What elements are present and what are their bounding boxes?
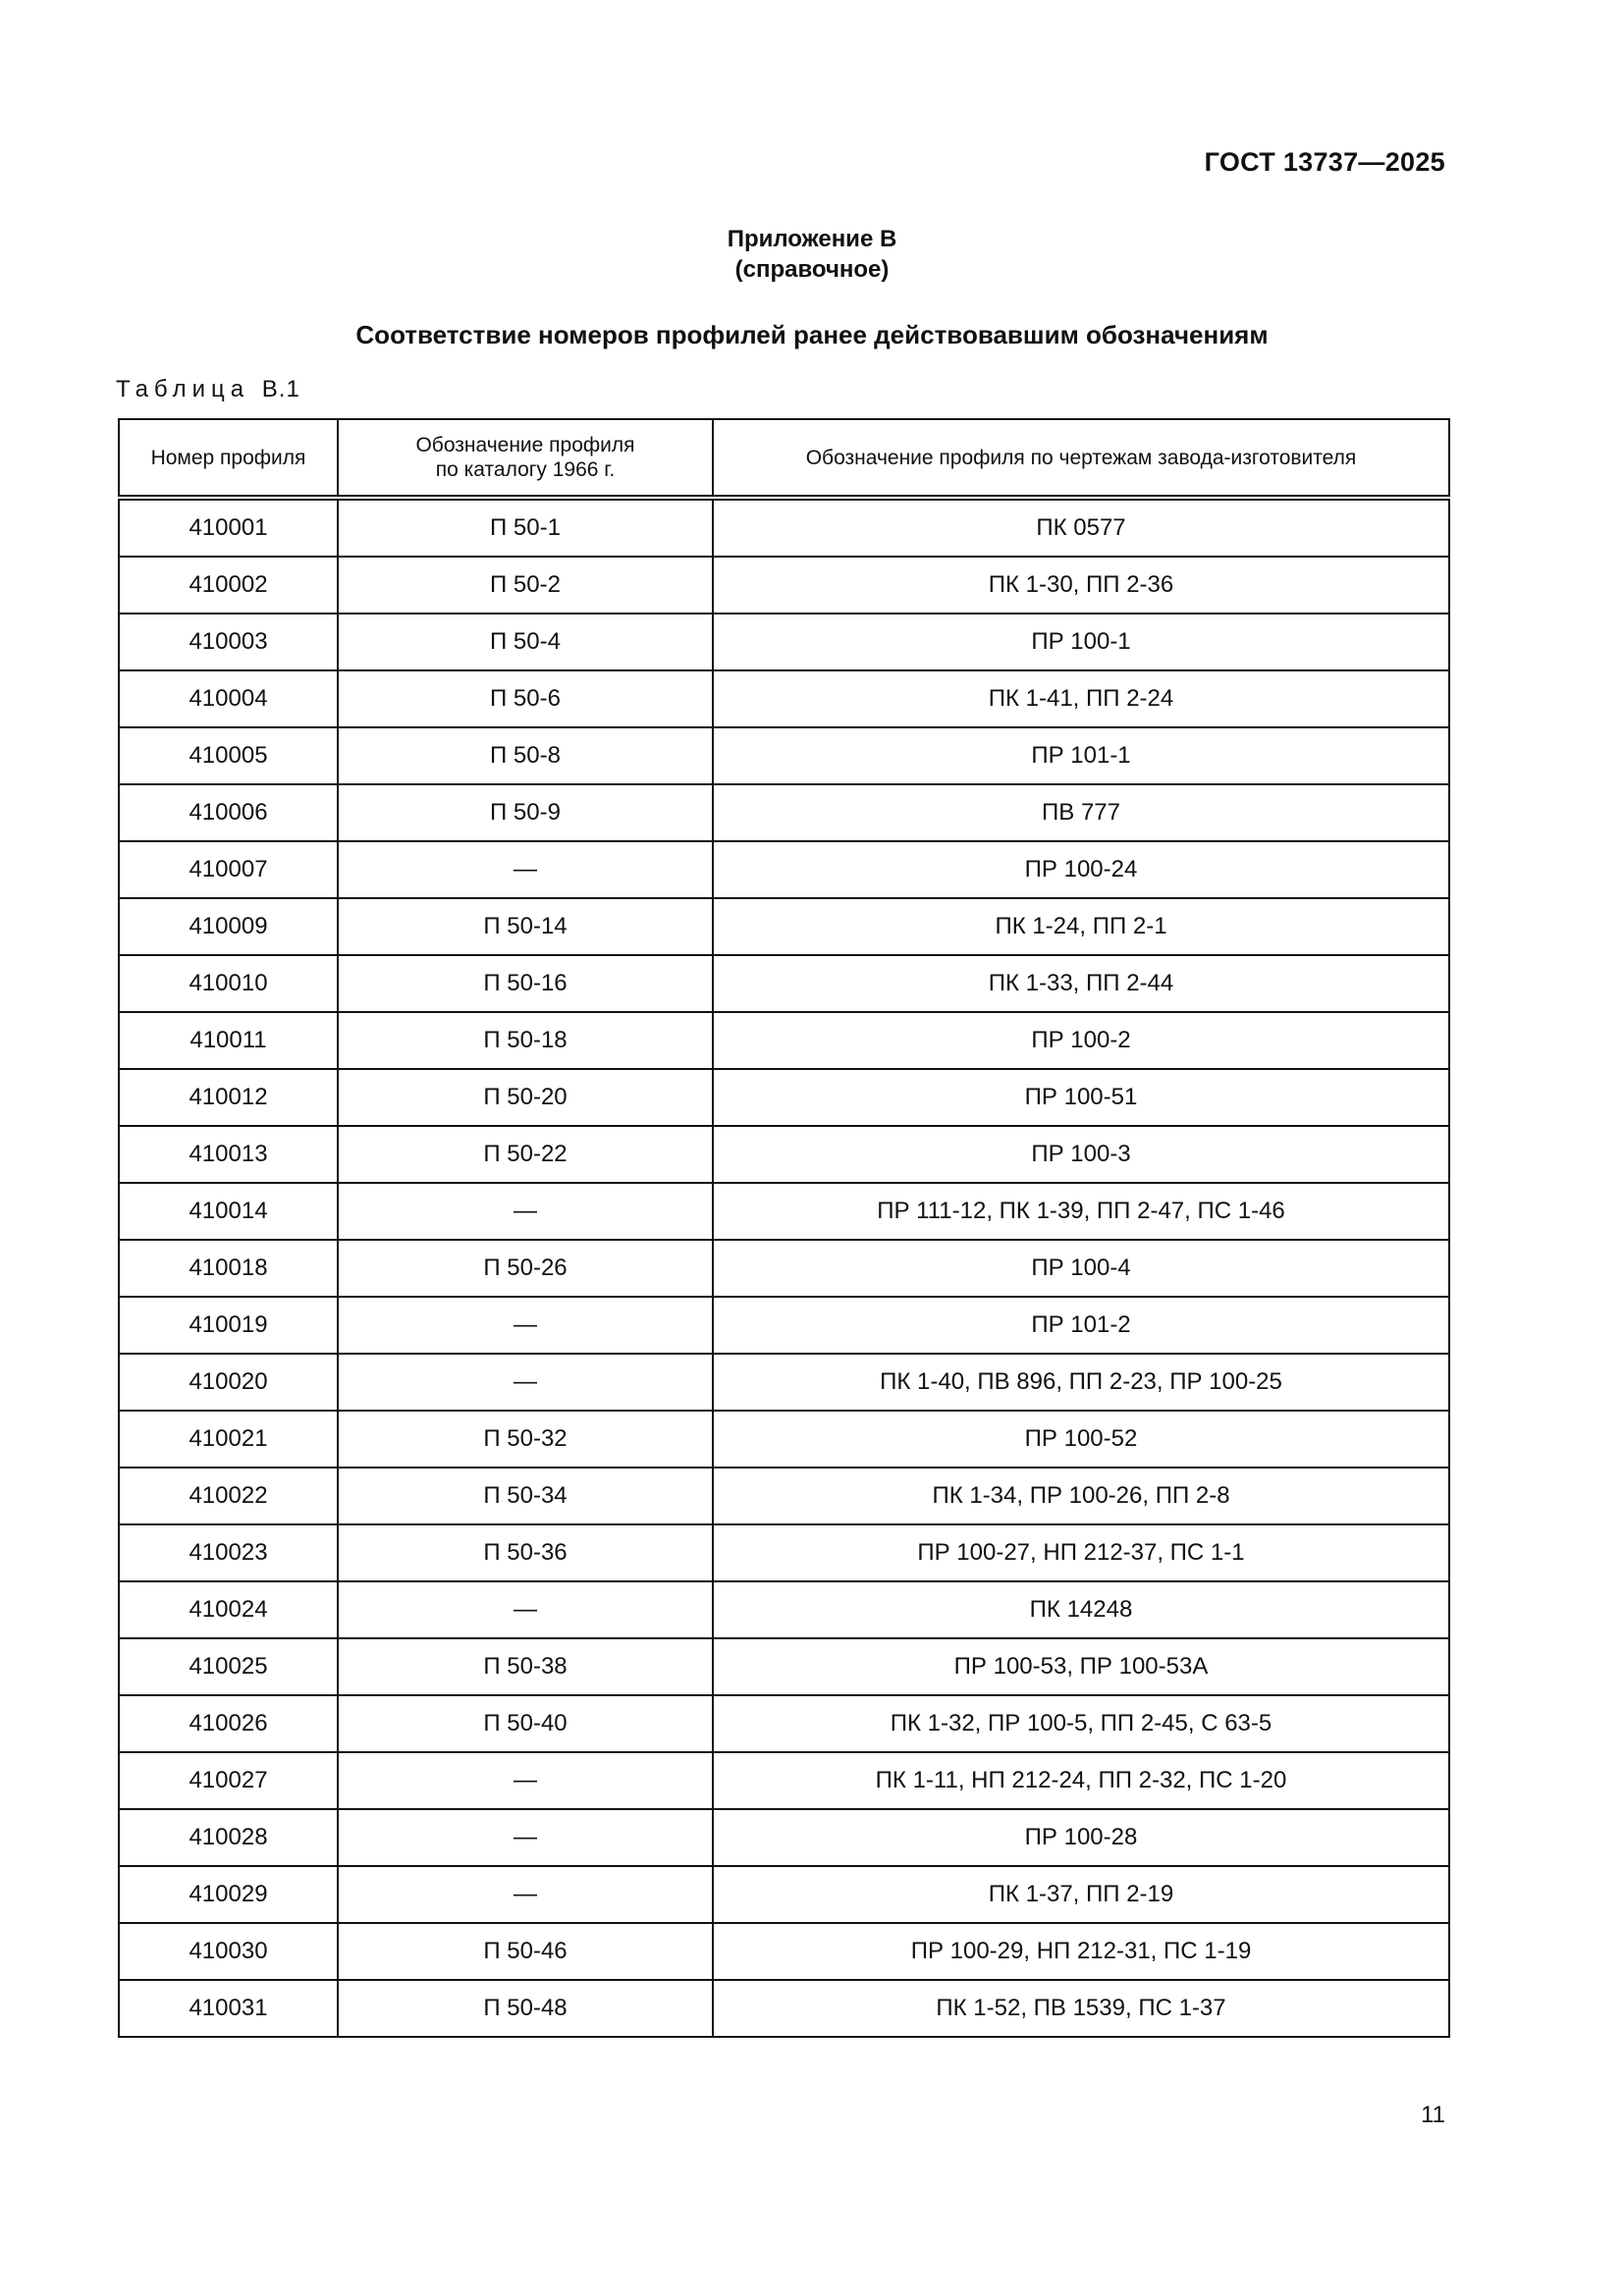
cell-profile-number: 410018: [119, 1240, 338, 1297]
cell-catalog-1966: —: [338, 1183, 713, 1240]
header-profile-number: Номер профиля: [119, 419, 338, 498]
cell-catalog-1966: —: [338, 1809, 713, 1866]
appendix-title: Приложение В: [727, 226, 897, 252]
cell-catalog-1966: —: [338, 841, 713, 898]
cell-factory-designation: ПК 1-37, ПП 2-19: [713, 1866, 1449, 1923]
table-row: [119, 1468, 1449, 1524]
profiles-table: [118, 418, 1450, 2038]
table-row: [119, 1240, 1449, 1297]
cell-factory-designation: ПК 1-32, ПР 100-5, ПП 2-45, С 63-5: [713, 1695, 1449, 1752]
cell-catalog-1966: П 50-2: [338, 557, 713, 614]
table-row: [119, 1923, 1449, 1980]
cell-profile-number: 410019: [119, 1297, 338, 1354]
table-row: [119, 1297, 1449, 1354]
appendix-subtitle: (справочное): [734, 256, 890, 283]
cell-catalog-1966: П 50-40: [338, 1695, 713, 1752]
cell-factory-designation: ПР 100-51: [713, 1069, 1449, 1126]
cell-catalog-1966: П 50-48: [338, 1980, 713, 2037]
cell-factory-designation: ПР 101-2: [713, 1297, 1449, 1354]
table-row: [119, 498, 1449, 557]
cell-profile-number: 410021: [119, 1411, 338, 1468]
cell-factory-designation: ПК 1-11, НП 212-24, ПП 2-32, ПС 1-20: [713, 1752, 1449, 1809]
cell-profile-number: 410006: [119, 784, 338, 841]
document-code: ГОСТ 13737—2025: [1204, 147, 1445, 177]
cell-catalog-1966: П 50-16: [338, 955, 713, 1012]
table-row: [119, 1695, 1449, 1752]
cell-catalog-1966: П 50-4: [338, 614, 713, 670]
table-row: [119, 1411, 1449, 1468]
cell-factory-designation: ПР 100-29, НП 212-31, ПС 1-19: [713, 1923, 1449, 1980]
cell-factory-designation: ПК 1-41, ПП 2-24: [713, 670, 1449, 727]
cell-catalog-1966: П 50-22: [338, 1126, 713, 1183]
table-caption-label: Таблица: [116, 376, 250, 402]
cell-catalog-1966: —: [338, 1354, 713, 1411]
table-row: [119, 1183, 1449, 1240]
cell-catalog-1966: —: [338, 1752, 713, 1809]
cell-profile-number: 410005: [119, 727, 338, 784]
table-row: [119, 1354, 1449, 1411]
header-catalog-1966: [338, 419, 713, 498]
table-row: [119, 784, 1449, 841]
cell-profile-number: 410002: [119, 557, 338, 614]
cell-catalog-1966: П 50-20: [338, 1069, 713, 1126]
table-row: [119, 1866, 1449, 1923]
cell-profile-number: 410031: [119, 1980, 338, 2037]
cell-profile-number: 410023: [119, 1524, 338, 1581]
cell-factory-designation: ПВ 777: [713, 784, 1449, 841]
header-catalog-line2: по каталогу 1966 г.: [435, 458, 616, 481]
cell-profile-number: 410013: [119, 1126, 338, 1183]
cell-profile-number: 410030: [119, 1923, 338, 1980]
cell-profile-number: 410001: [119, 498, 338, 557]
table-row: [119, 1980, 1449, 2037]
cell-profile-number: 410009: [119, 898, 338, 955]
cell-factory-designation: ПР 100-2: [713, 1012, 1449, 1069]
cell-profile-number: 410010: [119, 955, 338, 1012]
table-body: [119, 498, 1449, 2037]
table-row: [119, 1581, 1449, 1638]
table-row: [119, 955, 1449, 1012]
cell-profile-number: 410012: [119, 1069, 338, 1126]
table-row: [119, 898, 1449, 955]
table-row: [119, 1638, 1449, 1695]
cell-factory-designation: ПК 1-24, ПП 2-1: [713, 898, 1449, 955]
cell-factory-designation: ПР 100-28: [713, 1809, 1449, 1866]
cell-profile-number: 410011: [119, 1012, 338, 1069]
table-row: [119, 841, 1449, 898]
table-row: [119, 1012, 1449, 1069]
cell-profile-number: 410014: [119, 1183, 338, 1240]
cell-factory-designation: ПК 0577: [713, 498, 1449, 557]
section-title: Соответствие номеров профилей ранее действовавшим обозначениям: [355, 320, 1269, 349]
cell-profile-number: 410003: [119, 614, 338, 670]
table-row: [119, 1809, 1449, 1866]
cell-factory-designation: ПР 100-24: [713, 841, 1449, 898]
cell-factory-designation: ПР 100-27, НП 212-37, ПС 1-1: [713, 1524, 1449, 1581]
cell-catalog-1966: П 50-36: [338, 1524, 713, 1581]
cell-profile-number: 410027: [119, 1752, 338, 1809]
table-row: [119, 557, 1449, 614]
table-row: [119, 727, 1449, 784]
cell-catalog-1966: П 50-6: [338, 670, 713, 727]
cell-factory-designation: ПК 14248: [713, 1581, 1449, 1638]
cell-catalog-1966: П 50-8: [338, 727, 713, 784]
cell-profile-number: 410024: [119, 1581, 338, 1638]
cell-profile-number: 410020: [119, 1354, 338, 1411]
cell-profile-number: 410026: [119, 1695, 338, 1752]
cell-catalog-1966: П 50-32: [338, 1411, 713, 1468]
cell-factory-designation: ПР 100-52: [713, 1411, 1449, 1468]
cell-catalog-1966: П 50-46: [338, 1923, 713, 1980]
cell-catalog-1966: П 50-1: [338, 498, 713, 557]
header-factory-designation: Обозначение профиля по чертежам завода-изготовителя: [713, 419, 1449, 498]
cell-factory-designation: ПК 1-33, ПП 2-44: [713, 955, 1449, 1012]
table-header-row: [119, 419, 1449, 498]
table-row: [119, 614, 1449, 670]
cell-factory-designation: ПК 1-30, ПП 2-36: [713, 557, 1449, 614]
cell-profile-number: 410025: [119, 1638, 338, 1695]
cell-profile-number: 410029: [119, 1866, 338, 1923]
table-row: [119, 1069, 1449, 1126]
cell-catalog-1966: —: [338, 1581, 713, 1638]
cell-factory-designation: ПР 101-1: [713, 727, 1449, 784]
cell-factory-designation: ПР 100-1: [713, 614, 1449, 670]
table-caption-number: В.1: [261, 376, 300, 402]
cell-factory-designation: ПР 100-53, ПР 100-53А: [713, 1638, 1449, 1695]
cell-catalog-1966: П 50-18: [338, 1012, 713, 1069]
table-row: [119, 670, 1449, 727]
table-caption: [116, 376, 300, 403]
cell-factory-designation: ПК 1-40, ПВ 896, ПП 2-23, ПР 100-25: [713, 1354, 1449, 1411]
cell-catalog-1966: П 50-38: [338, 1638, 713, 1695]
cell-factory-designation: ПК 1-34, ПР 100-26, ПП 2-8: [713, 1468, 1449, 1524]
cell-catalog-1966: —: [338, 1866, 713, 1923]
table-row: [119, 1524, 1449, 1581]
cell-catalog-1966: П 50-9: [338, 784, 713, 841]
table-row: [119, 1752, 1449, 1809]
table-row: [119, 1126, 1449, 1183]
cell-profile-number: 410022: [119, 1468, 338, 1524]
appendix-heading: [0, 224, 1624, 285]
cell-profile-number: 410007: [119, 841, 338, 898]
cell-factory-designation: ПР 100-4: [713, 1240, 1449, 1297]
cell-profile-number: 410028: [119, 1809, 338, 1866]
page-number: 11: [1421, 2102, 1445, 2128]
cell-catalog-1966: П 50-34: [338, 1468, 713, 1524]
cell-profile-number: 410004: [119, 670, 338, 727]
cell-catalog-1966: —: [338, 1297, 713, 1354]
cell-catalog-1966: П 50-14: [338, 898, 713, 955]
cell-factory-designation: ПК 1-52, ПВ 1539, ПС 1-37: [713, 1980, 1449, 2037]
header-catalog-line1: Обозначение профиля: [415, 434, 635, 456]
cell-factory-designation: ПР 111-12, ПК 1-39, ПП 2-47, ПС 1-46: [713, 1183, 1449, 1240]
cell-catalog-1966: П 50-26: [338, 1240, 713, 1297]
cell-factory-designation: ПР 100-3: [713, 1126, 1449, 1183]
